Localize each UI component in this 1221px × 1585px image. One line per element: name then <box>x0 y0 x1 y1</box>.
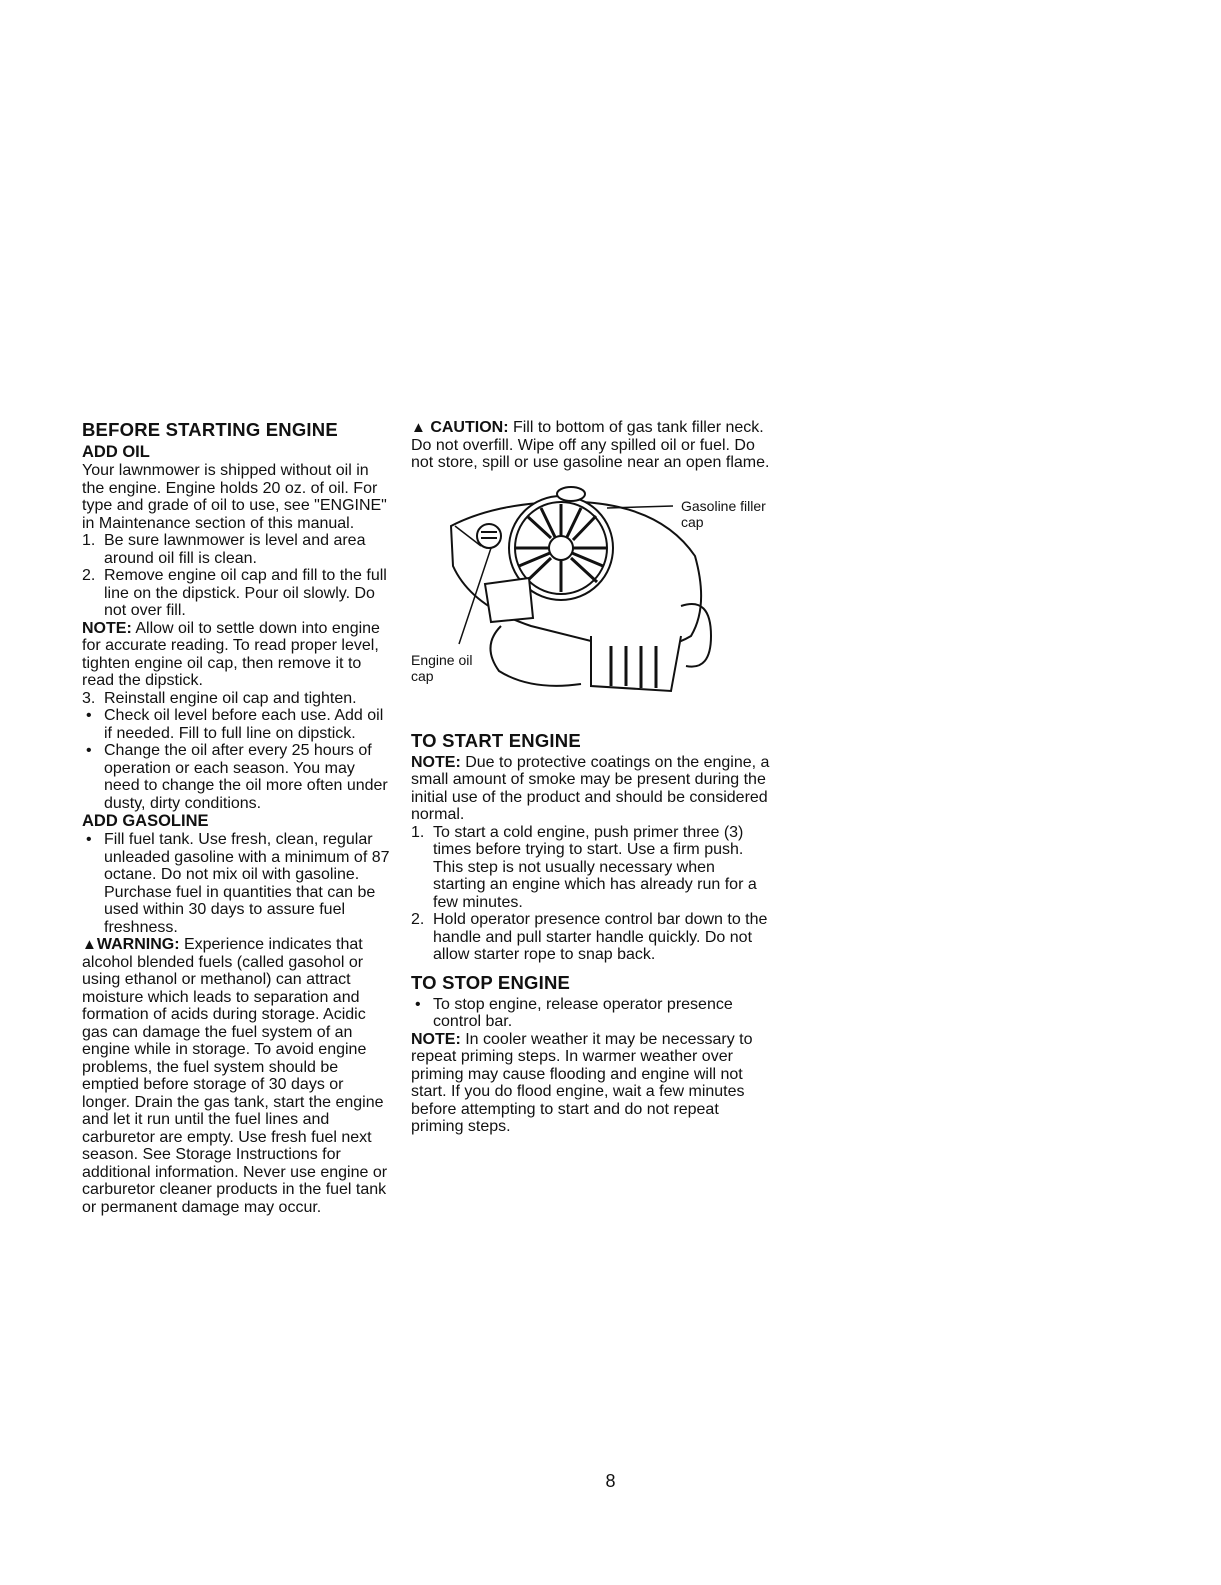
warning-triangle-icon: ▲ <box>82 936 97 953</box>
stop-note <box>411 1031 771 1136</box>
note-label: NOTE: <box>411 753 461 771</box>
add-oil-step-3 <box>82 690 394 708</box>
step-number: 1. <box>82 532 96 549</box>
start-step-2 <box>411 911 771 964</box>
note-text: In cooler weather it may be necessary to repeat priming steps. In warmer weather over priming may cause flooding and engine will not start. If you do flood engine, wait a few minutes before attempting to start and do not repeat priming steps. <box>411 1030 753 1135</box>
heading-add-oil: ADD OIL <box>82 443 150 461</box>
add-oil-step-1 <box>82 532 394 567</box>
add-oil-intro: Your lawnmower is shipped without oil in the engine. Engine holds 20 oz. of oil. For type and grade of oil to use, see "ENGINE" in Maintenance section of this manual. <box>82 462 387 532</box>
caution-label: CAUTION: <box>430 419 509 436</box>
page-number: 8 <box>605 1471 616 1491</box>
add-oil-note <box>82 620 394 690</box>
callout-engine-oil-cap: Engine oil cap <box>411 651 473 684</box>
caution-paragraph <box>411 419 771 472</box>
bullet-icon: • <box>415 995 421 1013</box>
warning-label: WARNING: <box>96 936 180 953</box>
heading-to-stop-engine: TO STOP ENGINE <box>411 971 571 993</box>
step-text: Hold operator presence control bar down to the handle and pull starter handle quickly. Do not allow starter rope to snap back. <box>433 911 768 963</box>
bullet-text: Change the oil after every 25 hours of operation or each season. You may need to change the oil more often under dusty, dirty conditions. <box>104 742 388 812</box>
bullet-icon: • <box>86 831 92 848</box>
note-text: Allow oil to settle down into engine for accurate reading. To read proper level, tighten engine oil cap, then remove it to read the dipstick. <box>82 619 380 689</box>
bullet-icon: • <box>86 742 92 759</box>
start-step-1 <box>411 824 771 912</box>
warning-triangle-icon: ▲ <box>411 419 426 436</box>
step-text: Remove engine oil cap and fill to the full line on the dipstick. Pour oil slowly. Do not over fill. <box>104 567 387 619</box>
caution-text: Fill to bottom of gas tank filler neck. Do not overfill. Wipe off any spilled oil or fuel. Do not store, spill or use gasoline near an open flame. <box>411 419 770 471</box>
heading-add-gasoline: ADD GASOLINE <box>82 812 209 830</box>
warning-text: Experience indicates that alcohol blended fuels (called gasohol or using ethanol or methanol) can attract moisture which leads to separation and formation of acids during storage. Acidic gas can damage the fuel system of an engine while in storage. To avoid engine problems, the fuel system should be emptied before storage of 30 days or longer. Drain the gas tank, start the engine and let it run until the fuel lines and carburetor are empty. Use fresh fuel next season. See Storage Instructions for additional information. Never use engine or carburetor cleaner products in the fuel tank or permanent damage may occur. <box>82 936 388 1216</box>
bullet-text: To stop engine, release operator presence control bar. <box>433 995 733 1030</box>
callout-gasoline-filler-cap: Gasoline filler cap <box>681 497 766 530</box>
note-text: Due to protective coatings on the engine, a small amount of smoke may be present during the initial use of the product and should be considered normal. <box>411 753 770 823</box>
section-title-before-starting: BEFORE STARTING ENGINE <box>82 419 338 440</box>
step-number: 1. <box>411 823 425 841</box>
right-column <box>411 419 771 1136</box>
gasoline-bullet <box>82 831 394 936</box>
step-text: Be sure lawnmower is level and area around oil fill is clean. <box>104 532 366 567</box>
step-text: To start a cold engine, push primer three (3) times before trying to start. Use a firm push. This step is not usually necessary when starting an engine which has already run for a few minutes. <box>433 823 757 911</box>
bullet-text: Check oil level before each use. Add oil if needed. Fill to full line on dipstick. <box>104 707 384 742</box>
step-number: 2. <box>82 567 96 584</box>
note-label: NOTE: <box>411 1030 461 1048</box>
heading-to-start-engine: TO START ENGINE <box>411 729 581 751</box>
step-text: Reinstall engine oil cap and tighten. <box>104 689 357 707</box>
engine-illustration <box>411 486 771 704</box>
left-column <box>82 419 394 1216</box>
note-label: NOTE: <box>82 619 132 637</box>
bullet-text: Fill fuel tank. Use fresh, clean, regular unleaded gasoline with a minimum of 87 octane. Do not mix oil with gasoline. Purchase fuel in quantities that can be used within 30 days to assure fuel freshness. <box>104 831 390 936</box>
add-oil-step-2 <box>82 567 394 620</box>
step-number: 2. <box>411 911 425 928</box>
stop-bullet <box>411 996 771 1031</box>
oil-bullet-change <box>82 742 394 812</box>
start-note <box>411 754 771 824</box>
gasoline-warning <box>82 936 394 1216</box>
oil-bullet-check <box>82 707 394 742</box>
bullet-icon: • <box>86 707 92 724</box>
step-number: 3. <box>82 689 96 707</box>
